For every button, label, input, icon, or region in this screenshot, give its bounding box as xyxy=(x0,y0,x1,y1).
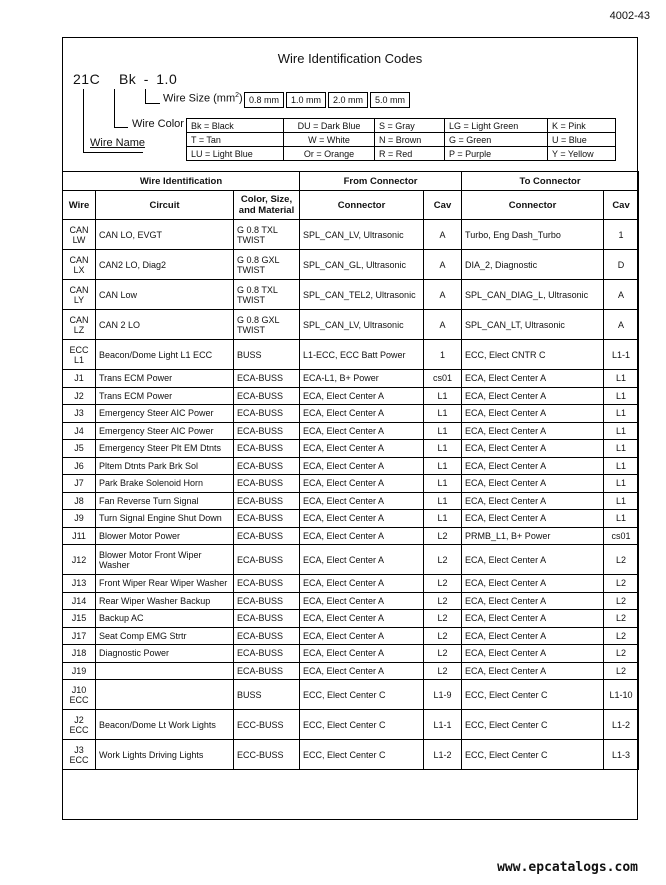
wire-size-close: ) xyxy=(239,92,243,105)
table-row xyxy=(63,592,639,610)
cell-to-cav: L2 xyxy=(604,575,639,593)
cell-circuit: Blower Motor Front Wiper Washer xyxy=(96,545,234,575)
table-row xyxy=(63,387,639,405)
cell-circuit: Beacon/Dome Light L1 ECC xyxy=(96,340,234,370)
cell-to-connector: ECA, Elect Center A xyxy=(462,592,604,610)
color-code-cell: Or = Orange xyxy=(284,147,375,161)
cell-circuit xyxy=(96,662,234,680)
cell-to-connector: ECC, Elect Center C xyxy=(462,680,604,710)
cell-to-cav: L1 xyxy=(604,422,639,440)
cell-circuit: Work Lights Driving Lights xyxy=(96,740,234,770)
cell-wire: J19 xyxy=(63,662,96,680)
cell-circuit: Fan Reverse Turn Signal xyxy=(96,492,234,510)
cell-from-connector: ECA, Elect Center A xyxy=(300,387,424,405)
cell-circuit: Pltem Dtnts Park Brk Sol xyxy=(96,457,234,475)
cell-to-cav: L1-2 xyxy=(604,710,639,740)
cell-circuit: Front Wiper Rear Wiper Washer xyxy=(96,575,234,593)
cell-color-size-material: ECA-BUSS xyxy=(234,475,300,493)
cell-color-size-material: ECA-BUSS xyxy=(234,422,300,440)
cell-to-connector: ECA, Elect Center A xyxy=(462,545,604,575)
table-row xyxy=(63,610,639,628)
cell-from-cav: L1 xyxy=(424,475,462,493)
table-row xyxy=(63,340,639,370)
color-leader-line-h xyxy=(114,127,128,128)
cell-circuit xyxy=(96,680,234,710)
cell-from-connector: ECA, Elect Center A xyxy=(300,645,424,663)
page-number: 4002-43 xyxy=(609,10,650,22)
cell-to-cav: L1-10 xyxy=(604,680,639,710)
table-row xyxy=(63,740,639,770)
table-row xyxy=(63,662,639,680)
table-row xyxy=(63,280,639,310)
table-row xyxy=(63,545,639,575)
cell-to-connector: ECA, Elect Center A xyxy=(462,422,604,440)
cell-circuit: Trans ECM Power xyxy=(96,387,234,405)
cell-color-size-material: ECA-BUSS xyxy=(234,627,300,645)
cell-color-size-material: BUSS xyxy=(234,340,300,370)
cell-wire: J5 xyxy=(63,440,96,458)
cell-to-cav: L1 xyxy=(604,387,639,405)
cell-to-connector: ECA, Elect Center A xyxy=(462,370,604,388)
table-row xyxy=(63,405,639,423)
cell-circuit: CAN 2 LO xyxy=(96,310,234,340)
cell-to-cav: cs01 xyxy=(604,527,639,545)
cell-circuit: CAN Low xyxy=(96,280,234,310)
wire-size-text: Wire Size (mm xyxy=(163,92,236,105)
cell-to-connector: ECC, Elect CNTR C xyxy=(462,340,604,370)
cell-from-connector: L1-ECC, ECC Batt Power xyxy=(300,340,424,370)
code-wire-size: 1.0 xyxy=(156,71,178,87)
cell-to-connector: ECA, Elect Center A xyxy=(462,387,604,405)
cell-wire: J8 xyxy=(63,492,96,510)
color-code-cell: LU = Light Blue xyxy=(187,147,284,161)
cell-from-cav: L1 xyxy=(424,422,462,440)
cell-circuit: Emergency Steer AIC Power xyxy=(96,422,234,440)
wire-table xyxy=(62,171,639,770)
size-option: 5.0 mm xyxy=(370,92,410,108)
color-code-cell: G = Green xyxy=(445,133,548,147)
col-header-to-cav: Cav xyxy=(604,191,639,220)
cell-to-cav: L2 xyxy=(604,592,639,610)
cell-to-connector: ECA, Elect Center A xyxy=(462,457,604,475)
cell-to-cav: L2 xyxy=(604,610,639,628)
cell-color-size-material: ECC-BUSS xyxy=(234,710,300,740)
color-leader-line xyxy=(114,89,115,127)
cell-to-cav: L1 xyxy=(604,405,639,423)
watermark: www.epcatalogs.com xyxy=(497,860,638,875)
table-row xyxy=(63,370,639,388)
table-row xyxy=(63,457,639,475)
size-option: 0.8 mm xyxy=(244,92,284,108)
table-row xyxy=(63,422,639,440)
cell-to-connector: ECA, Elect Center A xyxy=(462,475,604,493)
table-row xyxy=(63,492,639,510)
cell-from-connector: ECC, Elect Center C xyxy=(300,680,424,710)
legend-title: Wire Identification Codes xyxy=(277,51,423,66)
cell-to-cav: L1 xyxy=(604,475,639,493)
cell-circuit: Beacon/Dome Lt Work Lights xyxy=(96,710,234,740)
cell-from-connector: ECC, Elect Center C xyxy=(300,740,424,770)
cell-color-size-material: ECA-BUSS xyxy=(234,527,300,545)
cell-from-connector: ECA, Elect Center A xyxy=(300,627,424,645)
cell-to-connector: SPL_CAN_LT, Ultrasonic xyxy=(462,310,604,340)
cell-from-cav: L2 xyxy=(424,627,462,645)
cell-from-cav: A xyxy=(424,250,462,280)
cell-from-connector: ECA-L1, B+ Power xyxy=(300,370,424,388)
cell-from-cav: L2 xyxy=(424,610,462,628)
cell-color-size-material: ECA-BUSS xyxy=(234,592,300,610)
size-option: 2.0 mm xyxy=(328,92,368,108)
cell-circuit: CAN LO, EVGT xyxy=(96,220,234,250)
cell-from-connector: ECA, Elect Center A xyxy=(300,422,424,440)
cell-from-cav: L1 xyxy=(424,440,462,458)
cell-wire: J10 ECC xyxy=(63,680,96,710)
cell-to-cav: L1 xyxy=(604,492,639,510)
size-leader-line-h xyxy=(145,103,160,104)
name-leader-line-h xyxy=(83,152,143,153)
cell-color-size-material: ECA-BUSS xyxy=(234,545,300,575)
cell-wire: CAN LZ xyxy=(63,310,96,340)
group-header-row xyxy=(63,172,639,191)
cell-circuit: Diagnostic Power xyxy=(96,645,234,663)
name-leader-line xyxy=(83,89,84,152)
color-code-cell: Y = Yellow xyxy=(548,147,616,161)
cell-circuit: Emergency Steer Plt EM Dtnts xyxy=(96,440,234,458)
cell-color-size-material: G 0.8 TXL TWIST xyxy=(234,280,300,310)
cell-color-size-material: G 0.8 GXL TWIST xyxy=(234,310,300,340)
cell-to-connector: ECA, Elect Center A xyxy=(462,662,604,680)
cell-from-connector: SPL_CAN_GL, Ultrasonic xyxy=(300,250,424,280)
cell-color-size-material: ECA-BUSS xyxy=(234,510,300,528)
cell-color-size-material: ECA-BUSS xyxy=(234,405,300,423)
cell-to-connector: SPL_CAN_DIAG_L, Ultrasonic xyxy=(462,280,604,310)
cell-color-size-material: ECA-BUSS xyxy=(234,492,300,510)
cell-from-connector: ECA, Elect Center A xyxy=(300,492,424,510)
cell-circuit: Blower Motor Power xyxy=(96,527,234,545)
group-header-from-connector: From Connector xyxy=(300,172,462,191)
cell-wire: J2 xyxy=(63,387,96,405)
color-code-cell: R = Red xyxy=(375,147,445,161)
cell-from-connector: SPL_CAN_LV, Ultrasonic xyxy=(300,310,424,340)
col-header-color-size-material: Color, Size, and Material xyxy=(234,191,300,220)
cell-wire: J17 xyxy=(63,627,96,645)
cell-from-connector: ECA, Elect Center A xyxy=(300,457,424,475)
col-header-from-cav: Cav xyxy=(424,191,462,220)
color-code-cell: DU = Dark Blue xyxy=(284,119,375,133)
cell-wire: J14 xyxy=(63,592,96,610)
cell-to-cav: L1 xyxy=(604,370,639,388)
cell-wire: J12 xyxy=(63,545,96,575)
cell-to-cav: L1-3 xyxy=(604,740,639,770)
cell-from-cav: L1 xyxy=(424,492,462,510)
color-code-cell: S = Gray xyxy=(375,119,445,133)
cell-wire: J4 xyxy=(63,422,96,440)
col-header-from-connector: Connector xyxy=(300,191,424,220)
cell-wire: J3 ECC xyxy=(63,740,96,770)
cell-wire: J13 xyxy=(63,575,96,593)
cell-from-connector: ECA, Elect Center A xyxy=(300,610,424,628)
color-code-cell: LG = Light Green xyxy=(445,119,548,133)
cell-color-size-material: ECA-BUSS xyxy=(234,457,300,475)
color-code-table xyxy=(186,118,616,161)
group-header-to-connector: To Connector xyxy=(462,172,639,191)
cell-wire: J2 ECC xyxy=(63,710,96,740)
cell-wire: J6 xyxy=(63,457,96,475)
cell-circuit: Rear Wiper Washer Backup xyxy=(96,592,234,610)
cell-color-size-material: ECA-BUSS xyxy=(234,645,300,663)
cell-from-connector: ECA, Elect Center A xyxy=(300,527,424,545)
cell-from-cav: L1 xyxy=(424,405,462,423)
size-leader-line xyxy=(145,89,146,103)
cell-from-cav: L2 xyxy=(424,545,462,575)
cell-color-size-material: ECA-BUSS xyxy=(234,387,300,405)
cell-wire: J15 xyxy=(63,610,96,628)
cell-from-cav: L1 xyxy=(424,457,462,475)
cell-from-connector: ECA, Elect Center A xyxy=(300,592,424,610)
cell-from-cav: A xyxy=(424,310,462,340)
cell-from-cav: L2 xyxy=(424,592,462,610)
cell-from-connector: ECA, Elect Center A xyxy=(300,405,424,423)
cell-from-connector: ECA, Elect Center A xyxy=(300,475,424,493)
color-code-cell: Bk = Black xyxy=(187,119,284,133)
color-code-cell: T = Tan xyxy=(187,133,284,147)
cell-color-size-material: G 0.8 GXL TWIST xyxy=(234,250,300,280)
color-code-row xyxy=(187,133,616,147)
cell-from-cav: A xyxy=(424,220,462,250)
cell-to-connector: DIA_2, Diagnostic xyxy=(462,250,604,280)
cell-from-cav: L1-1 xyxy=(424,710,462,740)
cell-to-connector: PRMB_L1, B+ Power xyxy=(462,527,604,545)
cell-to-cav: L2 xyxy=(604,662,639,680)
table-row xyxy=(63,310,639,340)
color-code-cell: P = Purple xyxy=(445,147,548,161)
cell-to-connector: ECA, Elect Center A xyxy=(462,627,604,645)
cell-to-cav: L1 xyxy=(604,440,639,458)
table-row xyxy=(63,575,639,593)
group-header-wire-identification: Wire Identification xyxy=(63,172,300,191)
table-row xyxy=(63,250,639,280)
wire-size-options xyxy=(244,92,412,108)
table-row xyxy=(63,220,639,250)
size-option: 1.0 mm xyxy=(286,92,326,108)
cell-wire: ECC L1 xyxy=(63,340,96,370)
cell-from-cav: L1 xyxy=(424,510,462,528)
wire-size-label xyxy=(163,92,243,105)
cell-color-size-material: BUSS xyxy=(234,680,300,710)
wire-size-sup: 2 xyxy=(235,92,240,99)
cell-from-connector: ECA, Elect Center A xyxy=(300,575,424,593)
cell-to-cav: L1 xyxy=(604,510,639,528)
col-header-wire: Wire xyxy=(63,191,96,220)
cell-circuit: Seat Comp EMG Strtr xyxy=(96,627,234,645)
cell-color-size-material: G 0.8 TXL TWIST xyxy=(234,220,300,250)
cell-from-connector: ECA, Elect Center A xyxy=(300,545,424,575)
cell-from-cav: L2 xyxy=(424,575,462,593)
cell-color-size-material: ECA-BUSS xyxy=(234,610,300,628)
cell-circuit: CAN2 LO, Diag2 xyxy=(96,250,234,280)
cell-to-connector: ECA, Elect Center A xyxy=(462,645,604,663)
cell-color-size-material: ECC-BUSS xyxy=(234,740,300,770)
cell-to-cav: A xyxy=(604,280,639,310)
cell-to-cav: A xyxy=(604,310,639,340)
cell-wire: J11 xyxy=(63,527,96,545)
wire-color-label: Wire Color xyxy=(132,118,184,130)
table-row xyxy=(63,645,639,663)
cell-from-cav: A xyxy=(424,280,462,310)
cell-color-size-material: ECA-BUSS xyxy=(234,370,300,388)
cell-color-size-material: ECA-BUSS xyxy=(234,662,300,680)
table-row xyxy=(63,510,639,528)
cell-circuit: Backup AC xyxy=(96,610,234,628)
cell-from-cav: L2 xyxy=(424,527,462,545)
cell-to-connector: Turbo, Eng Dash_Turbo xyxy=(462,220,604,250)
cell-to-connector: ECC, Elect Center C xyxy=(462,740,604,770)
cell-wire: CAN LW xyxy=(63,220,96,250)
cell-wire: J1 xyxy=(63,370,96,388)
wire-code-example xyxy=(73,71,177,87)
color-code-row xyxy=(187,147,616,161)
cell-from-cav: L2 xyxy=(424,662,462,680)
cell-to-connector: ECA, Elect Center A xyxy=(462,610,604,628)
cell-from-connector: ECA, Elect Center A xyxy=(300,662,424,680)
color-code-cell: U = Blue xyxy=(548,133,616,147)
cell-to-connector: ECA, Elect Center A xyxy=(462,575,604,593)
cell-wire: J7 xyxy=(63,475,96,493)
cell-from-cav: L1 xyxy=(424,387,462,405)
cell-to-cav: L2 xyxy=(604,627,639,645)
cell-wire: CAN LY xyxy=(63,280,96,310)
cell-wire: J3 xyxy=(63,405,96,423)
table-row xyxy=(63,440,639,458)
cell-from-connector: ECC, Elect Center C xyxy=(300,710,424,740)
color-code-cell: W = White xyxy=(284,133,375,147)
cell-circuit: Turn Signal Engine Shut Down xyxy=(96,510,234,528)
cell-from-cav: cs01 xyxy=(424,370,462,388)
cell-from-connector: ECA, Elect Center A xyxy=(300,440,424,458)
cell-color-size-material: ECA-BUSS xyxy=(234,440,300,458)
table-row xyxy=(63,710,639,740)
column-header-row xyxy=(63,191,639,220)
cell-from-connector: SPL_CAN_LV, Ultrasonic xyxy=(300,220,424,250)
cell-wire: J9 xyxy=(63,510,96,528)
cell-from-cav: L2 xyxy=(424,645,462,663)
cell-circuit: Trans ECM Power xyxy=(96,370,234,388)
wire-name-label: Wire Name xyxy=(90,137,146,149)
cell-to-cav: 1 xyxy=(604,220,639,250)
color-code-cell: K = Pink xyxy=(548,119,616,133)
cell-from-cav: 1 xyxy=(424,340,462,370)
color-code-cell: N = Brown xyxy=(375,133,445,147)
table-row xyxy=(63,527,639,545)
cell-wire: J18 xyxy=(63,645,96,663)
cell-to-connector: ECA, Elect Center A xyxy=(462,440,604,458)
cell-to-cav: L2 xyxy=(604,645,639,663)
cell-from-cav: L1-9 xyxy=(424,680,462,710)
code-wire-name: 21C xyxy=(73,71,101,87)
col-header-to-connector: Connector xyxy=(462,191,604,220)
cell-to-cav: D xyxy=(604,250,639,280)
cell-to-cav: L1 xyxy=(604,457,639,475)
col-header-circuit: Circuit xyxy=(96,191,234,220)
cell-circuit: Park Brake Solenoid Horn xyxy=(96,475,234,493)
cell-to-connector: ECA, Elect Center A xyxy=(462,510,604,528)
cell-from-connector: SPL_CAN_TEL2, Ultrasonic xyxy=(300,280,424,310)
cell-from-cav: L1-2 xyxy=(424,740,462,770)
cell-color-size-material: ECA-BUSS xyxy=(234,575,300,593)
cell-circuit: Emergency Steer AIC Power xyxy=(96,405,234,423)
color-code-row xyxy=(187,119,616,133)
cell-to-connector: ECA, Elect Center A xyxy=(462,492,604,510)
code-dash: - xyxy=(143,71,149,87)
cell-from-connector: ECA, Elect Center A xyxy=(300,510,424,528)
cell-to-connector: ECC, Elect Center C xyxy=(462,710,604,740)
table-row xyxy=(63,680,639,710)
cell-wire: CAN LX xyxy=(63,250,96,280)
cell-to-connector: ECA, Elect Center A xyxy=(462,405,604,423)
table-row xyxy=(63,627,639,645)
code-wire-color: Bk xyxy=(118,71,137,87)
table-row xyxy=(63,475,639,493)
cell-to-cav: L2 xyxy=(604,545,639,575)
cell-to-cav: L1-1 xyxy=(604,340,639,370)
